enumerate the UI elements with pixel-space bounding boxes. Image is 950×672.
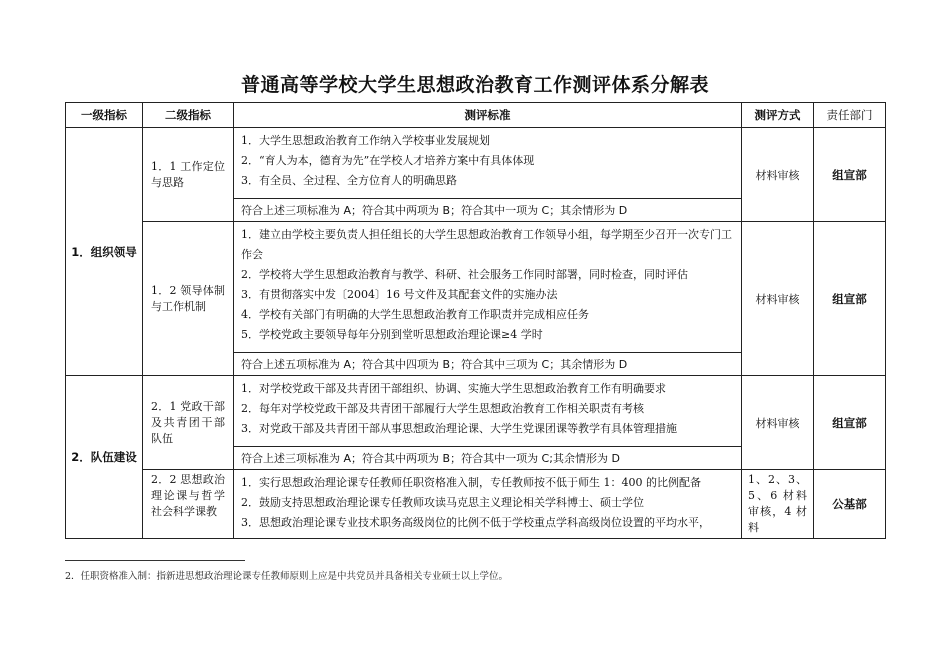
criteria-item: 2．“育人为本，德育为先”在学校人才培养方案中有具体体现: [241, 154, 535, 167]
header-level2: 二级指标: [143, 103, 234, 128]
summary-cell: 符合上述三项标准为 A；符合其中两项为 B；符合其中一项为 C；其余情形为 D: [234, 199, 742, 222]
header-dept: 责任部门: [814, 103, 886, 128]
level2-cell: 1．2 领导体制与工作机制: [143, 222, 234, 376]
header-row: [66, 103, 886, 128]
criteria-item: 1．实行思想政治理论课专任教师任职资格准入制，专任教师按不低于师生 1：400 的比例配备: [241, 476, 701, 489]
footnote-divider: [65, 560, 245, 561]
dept-cell: 组宣部: [814, 222, 886, 376]
page-title: 普通高等学校大学生思想政治教育工作测评体系分解表: [240, 74, 709, 96]
method-cell: 1、2、3、5、6 材料审核，4 材料: [742, 470, 814, 539]
criteria-cell: [234, 470, 742, 539]
criteria-item: 2．学校将大学生思想政治教育与教学、科研、社会服务工作同时部署，同时检查，同时评估: [241, 268, 688, 281]
level2-cell: 1．1 工作定位与思路: [143, 128, 234, 222]
criteria-item: 3．有贯彻落实中发〔2004〕16 号文件及其配套文件的实施办法: [241, 288, 558, 301]
criteria-cell: [234, 222, 742, 353]
criteria-item: 2．鼓励支持思想政治理论课专任教师攻读马克思主义理论相关学科博士、硕士学位: [241, 496, 644, 509]
level2-cell: 2．1 党政干部及共青团干部队伍: [143, 376, 234, 470]
header-level1: 一级指标: [66, 103, 143, 128]
method-cell: 材料审核: [742, 376, 814, 470]
criteria-item: 4．学校有关部门有明确的大学生思想政治教育工作职责并完成相应任务: [241, 308, 589, 321]
criteria-item: 2．每年对学校党政干部及共青团干部履行大学生思想政治教育工作相关职责有考核: [241, 402, 644, 415]
level1-cell: 2．队伍建设: [66, 376, 143, 539]
criteria-item: 1．大学生思想政治教育工作纳入学校事业发展规划: [241, 134, 490, 147]
summary-cell: 符合上述三项标准为 A；符合其中两项为 B；符合其中一项为 C;其余情形为 D: [234, 447, 742, 470]
footnote: 2．任职资格准入制：指新进思想政治理论课专任教师原则上应是中共党员并具备相关专业硕士以上学位。: [65, 571, 509, 582]
criteria-item: 1．建立由学校主要负责人担任组长的大学生思想政治教育工作领导小组，每学期至少召开一次专门工作会: [241, 228, 732, 261]
method-cell: 材料审核: [742, 222, 814, 376]
summary-cell: 符合上述五项标准为 A；符合其中四项为 B；符合其中三项为 C；其余情形为 D: [234, 353, 742, 376]
evaluation-table: [65, 102, 886, 539]
table-row: [66, 128, 886, 199]
criteria-item: 5．学校党政主要领导每年分别到堂听思想政治理论课≥4 学时: [241, 328, 543, 341]
dept-cell: 公基部: [814, 470, 886, 539]
table-row: [66, 376, 886, 447]
table-row: [66, 470, 886, 539]
level1-cell: 1．组织领导: [66, 128, 143, 376]
criteria-item: 1．对学校党政干部及共青团干部组织、协调、实施大学生思想政治教育工作有明确要求: [241, 382, 666, 395]
criteria-item: 3．有全员、全过程、全方位育人的明确思路: [241, 174, 457, 187]
header-criteria: 测评标准: [234, 103, 742, 128]
dept-cell: 组宣部: [814, 128, 886, 222]
header-method: 测评方式: [742, 103, 814, 128]
dept-cell: 组宣部: [814, 376, 886, 470]
criteria-item: 3．对党政干部及共青团干部从事思想政治理论课、大学生党课团课等教学有具体管理措施: [241, 422, 677, 435]
method-cell: 材料审核: [742, 128, 814, 222]
criteria-cell: [234, 376, 742, 447]
criteria-item: 3．思想政治理论课专业技术职务高级岗位的比例不低于学校重点学科高级岗位设置的平均水平，: [241, 516, 710, 529]
criteria-cell: [234, 128, 742, 199]
level2-cell: 2．2 思想政治理论课与哲学社会科学课教: [143, 470, 234, 539]
table-row: [66, 222, 886, 353]
